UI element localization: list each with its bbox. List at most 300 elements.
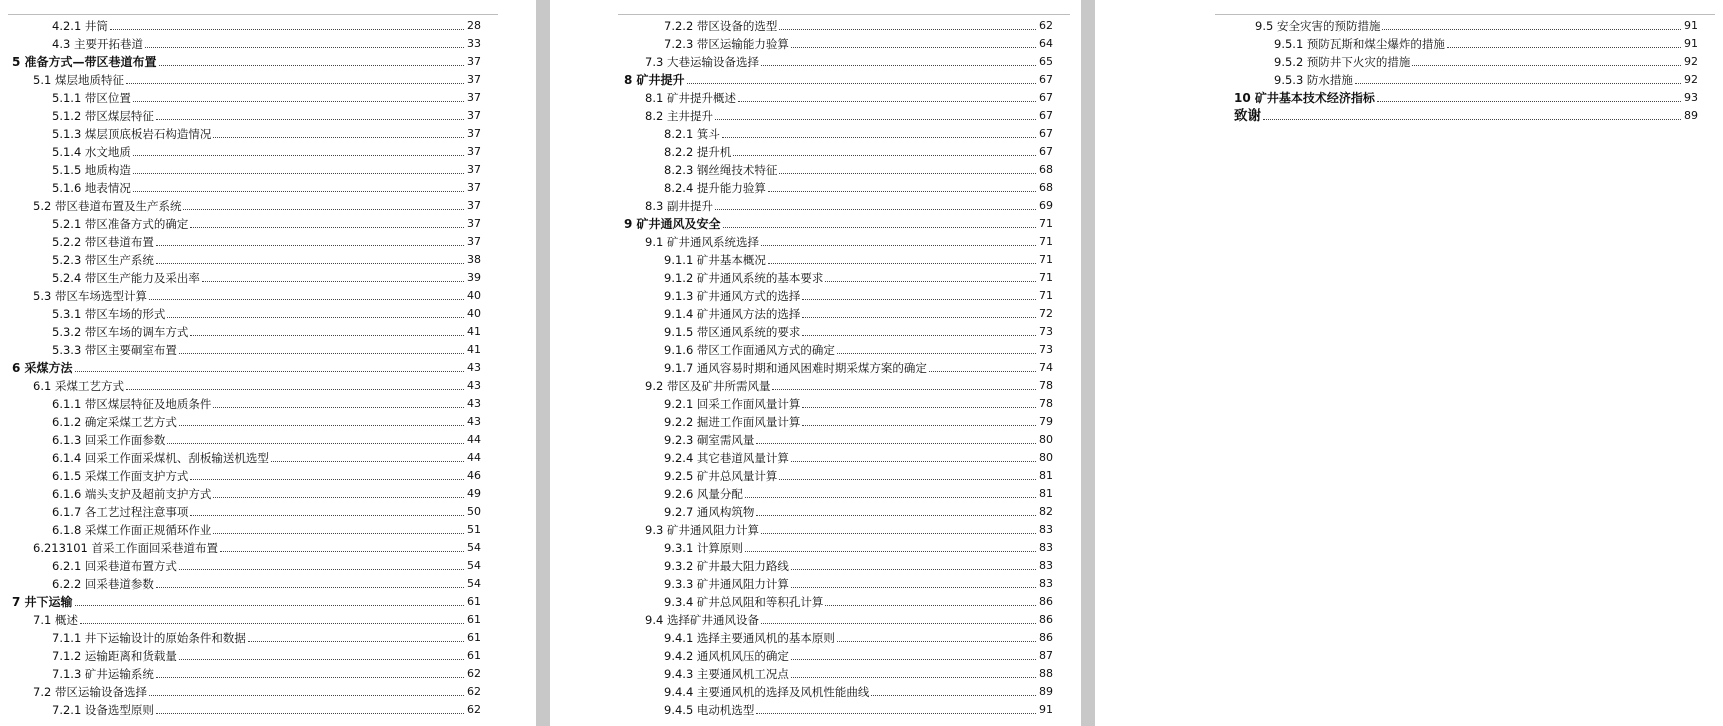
toc-dot-leader — [715, 119, 1036, 120]
toc-entry[interactable] — [12, 501, 481, 519]
toc-entry[interactable] — [624, 303, 1053, 321]
toc-entry-title: 5.1.2 带区煤层特征 — [52, 109, 154, 123]
toc-entry-title: 9.2.4 其它巷道风量计算 — [664, 451, 789, 465]
toc-entry-title: 5.3.3 带区主要硐室布置 — [52, 343, 177, 357]
toc-entry-title: 9.1.1 矿井基本概况 — [664, 253, 766, 267]
toc-entry-title: 9.5.1 预防瓦斯和煤尘爆炸的措施 — [1274, 37, 1445, 51]
toc-entry[interactable] — [1234, 51, 1698, 69]
toc-dot-leader — [183, 209, 464, 210]
toc-dot-leader — [213, 533, 464, 534]
toc-dot-leader — [756, 443, 1036, 444]
toc-page-number: 91 — [1684, 37, 1698, 50]
toc-entry[interactable] — [12, 321, 481, 339]
toc-entry[interactable] — [624, 51, 1053, 69]
toc-entry[interactable] — [12, 51, 481, 69]
toc-entry-title: 7.3 大巷运输设备选择 — [645, 55, 759, 69]
toc-entry-title: 9.4.4 主要通风机的选择及风机性能曲线 — [664, 685, 870, 699]
toc-entry[interactable] — [624, 681, 1053, 699]
toc-entry[interactable] — [624, 267, 1053, 285]
toc-entry-title: 5.1.4 水文地质 — [52, 145, 131, 159]
toc-page-number: 43 — [467, 361, 481, 374]
toc-page-number: 83 — [1039, 523, 1053, 536]
toc-dot-leader — [802, 425, 1036, 426]
toc-entry[interactable] — [1234, 105, 1698, 123]
toc-entry[interactable] — [12, 357, 481, 375]
toc-entry-title: 5.1.3 煤层顶底板岩石构造情况 — [52, 127, 212, 141]
toc-page-number: 91 — [1039, 703, 1053, 716]
toc-entry-title: 6.1.1 带区煤层特征及地质条件 — [52, 397, 212, 411]
toc-dot-leader — [179, 353, 464, 354]
toc-page-number: 61 — [467, 613, 481, 626]
toc-entry[interactable] — [12, 537, 481, 555]
toc-page-number: 50 — [467, 505, 481, 518]
toc-dot-leader — [802, 299, 1036, 300]
toc-page-number: 61 — [467, 595, 481, 608]
toc-entry[interactable] — [624, 699, 1053, 717]
toc-dot-leader — [167, 443, 464, 444]
toc-entry-title: 9.4.5 电动机选型 — [664, 703, 755, 717]
toc-entry[interactable] — [624, 519, 1053, 537]
toc-entry[interactable] — [12, 15, 481, 33]
toc-entry-title: 9.1 矿井通风系统选择 — [645, 235, 759, 249]
toc-entry[interactable] — [624, 69, 1053, 87]
toc-entry-title: 5.2 带区巷道布置及生产系统 — [33, 199, 182, 213]
toc-page-number: 92 — [1684, 73, 1698, 86]
toc-dot-leader — [791, 659, 1036, 660]
toc-dot-leader — [190, 227, 464, 228]
toc-page-number: 43 — [467, 379, 481, 392]
toc-page-number: 78 — [1039, 379, 1053, 392]
toc-entry-title: 9.1.5 带区通风系统的要求 — [664, 325, 801, 339]
toc-page-number: 80 — [1039, 451, 1053, 464]
toc-page-number: 37 — [467, 145, 481, 158]
toc-entry[interactable] — [12, 627, 481, 645]
toc-page-number: 41 — [467, 343, 481, 356]
toc-page-number: 37 — [467, 127, 481, 140]
toc-entry-title: 7 井下运输 — [12, 595, 73, 609]
toc-entry[interactable] — [624, 663, 1053, 681]
page-gap — [536, 0, 550, 726]
toc-entry[interactable] — [624, 501, 1053, 519]
toc-entry[interactable] — [624, 357, 1053, 375]
toc-dot-leader — [213, 407, 464, 408]
toc-entry-title: 6.1.5 采煤工作面支护方式 — [52, 469, 189, 483]
toc-entry-title: 9.4.1 选择主要通风机的基本原则 — [664, 631, 835, 645]
toc-dot-leader — [1447, 47, 1681, 48]
toc-entry[interactable] — [12, 123, 481, 141]
toc-entry[interactable] — [12, 375, 481, 393]
toc-entry-title: 9.2.6 风量分配 — [664, 487, 743, 501]
toc-dot-leader — [190, 515, 464, 516]
toc-page-number: 40 — [467, 307, 481, 320]
toc-entry[interactable] — [12, 519, 481, 537]
toc-page-number: 83 — [1039, 559, 1053, 572]
toc-entry[interactable] — [1234, 69, 1698, 87]
toc-entry[interactable] — [12, 159, 481, 177]
toc-entry[interactable] — [624, 87, 1053, 105]
toc-entry[interactable] — [12, 483, 481, 501]
toc-page-number: 46 — [467, 469, 481, 482]
toc-dot-leader — [156, 677, 464, 678]
toc-dot-leader — [761, 245, 1036, 246]
toc-entry-title: 5.1 煤层地质特征 — [33, 73, 124, 87]
toc-page-number: 78 — [1039, 397, 1053, 410]
toc-page-number: 49 — [467, 487, 481, 500]
toc-page-number: 71 — [1039, 253, 1053, 266]
toc-entry[interactable] — [12, 411, 481, 429]
page-gap — [1081, 0, 1095, 726]
toc-entry[interactable] — [12, 249, 481, 267]
toc-entry[interactable] — [12, 231, 481, 249]
toc-entry[interactable] — [12, 285, 481, 303]
toc-entry-title: 10 矿井基本技术经济指标 — [1234, 91, 1375, 105]
toc-dot-leader — [756, 713, 1036, 714]
toc-dot-leader — [75, 605, 464, 606]
toc-page-number: 71 — [1039, 235, 1053, 248]
toc-dot-leader — [133, 155, 464, 156]
toc-entry[interactable] — [624, 123, 1053, 141]
toc-page-number: 83 — [1039, 577, 1053, 590]
toc-page-number: 61 — [467, 631, 481, 644]
toc-dot-leader — [802, 335, 1036, 336]
toc-page-number: 92 — [1684, 55, 1698, 68]
document-page-3 — [1095, 0, 1723, 726]
toc-page-number: 37 — [467, 163, 481, 176]
toc-entry-title: 8.3 副井提升 — [645, 199, 713, 213]
toc-entry-title: 4.3 主要开拓巷道 — [52, 37, 143, 51]
toc-entry[interactable] — [12, 69, 481, 87]
toc-page-number: 37 — [467, 91, 481, 104]
toc-entry-title: 5.1.6 地表情况 — [52, 181, 131, 195]
toc-dot-leader — [126, 389, 464, 390]
toc-entry[interactable] — [12, 573, 481, 591]
toc-entry[interactable] — [12, 555, 481, 573]
toc-dot-leader — [213, 497, 464, 498]
toc-entry[interactable] — [12, 447, 481, 465]
toc-page-number: 62 — [467, 685, 481, 698]
table-of-contents — [624, 15, 1053, 717]
toc-dot-leader — [761, 623, 1036, 624]
toc-entry-title: 4.2.1 井筒 — [52, 19, 108, 33]
toc-dot-leader — [722, 137, 1036, 138]
toc-page-number: 67 — [1039, 127, 1053, 140]
toc-entry-title: 9.1.4 矿井通风方法的选择 — [664, 307, 801, 321]
toc-page-number: 89 — [1039, 685, 1053, 698]
toc-dot-leader — [1355, 83, 1681, 84]
toc-page-number: 87 — [1039, 649, 1053, 662]
toc-page-number: 81 — [1039, 469, 1053, 482]
toc-dot-leader — [791, 569, 1036, 570]
toc-entry-title: 9.2.3 硐室需风量 — [664, 433, 755, 447]
toc-entry-title: 7.2.1 设备选型原则 — [52, 703, 154, 717]
toc-entry-title: 7.1 概述 — [33, 613, 78, 627]
toc-entry[interactable] — [12, 33, 481, 51]
toc-entry[interactable] — [624, 573, 1053, 591]
toc-page-number: 69 — [1039, 199, 1053, 212]
toc-dot-leader — [779, 479, 1036, 480]
toc-dot-leader — [723, 227, 1036, 228]
toc-page-number: 37 — [467, 109, 481, 122]
toc-entry[interactable] — [12, 393, 481, 411]
toc-entry-title: 9.3.3 矿井通风阻力计算 — [664, 577, 789, 591]
toc-page-number: 37 — [467, 55, 481, 68]
toc-dot-leader — [715, 209, 1036, 210]
toc-entry[interactable] — [624, 285, 1053, 303]
toc-page-number: 28 — [467, 19, 481, 32]
toc-dot-leader — [687, 83, 1036, 84]
toc-entry-title: 8.2.2 提升机 — [664, 145, 732, 159]
toc-page-number: 62 — [1039, 19, 1053, 32]
toc-page-number: 37 — [467, 199, 481, 212]
toc-page-number: 93 — [1684, 91, 1698, 104]
toc-dot-leader — [1377, 101, 1681, 102]
toc-dot-leader — [149, 299, 464, 300]
toc-entry[interactable] — [624, 339, 1053, 357]
toc-dot-leader — [745, 497, 1036, 498]
toc-dot-leader — [156, 119, 464, 120]
toc-page-number: 37 — [467, 181, 481, 194]
toc-entry[interactable] — [624, 231, 1053, 249]
toc-entry[interactable] — [624, 375, 1053, 393]
toc-page-number: 67 — [1039, 91, 1053, 104]
toc-entry[interactable] — [624, 195, 1053, 213]
toc-entry[interactable] — [624, 105, 1053, 123]
toc-entry-title: 8.2.4 提升能力验算 — [664, 181, 766, 195]
toc-entry[interactable] — [624, 591, 1053, 609]
toc-entry-title: 6.1.4 回采工作面采煤机、刮板输送机选型 — [52, 451, 269, 465]
toc-entry[interactable] — [624, 429, 1053, 447]
toc-page-number: 54 — [467, 541, 481, 554]
toc-dot-leader — [75, 371, 464, 372]
toc-dot-leader — [802, 317, 1036, 318]
toc-entry-title: 9.5.2 预防井下火灾的措施 — [1274, 55, 1411, 69]
toc-page-number: 79 — [1039, 415, 1053, 428]
toc-dot-leader — [825, 281, 1036, 282]
toc-entry-title: 5.1.1 带区位置 — [52, 91, 131, 105]
toc-entry[interactable] — [624, 537, 1053, 555]
toc-entry-title: 9.2.1 回采工作面风量计算 — [664, 397, 801, 411]
toc-page-number: 38 — [467, 253, 481, 266]
toc-dot-leader — [220, 551, 464, 552]
toc-entry-title: 9.4.2 通风机风压的确定 — [664, 649, 789, 663]
toc-entry[interactable] — [624, 15, 1053, 33]
toc-page-number: 65 — [1039, 55, 1053, 68]
toc-page-number: 67 — [1039, 109, 1053, 122]
toc-entry-title: 9.3 矿井通风阻力计算 — [645, 523, 759, 537]
toc-entry[interactable] — [12, 177, 481, 195]
toc-page-number: 68 — [1039, 163, 1053, 176]
toc-entry[interactable] — [624, 645, 1053, 663]
toc-dot-leader — [745, 551, 1036, 552]
toc-dot-leader — [779, 29, 1036, 30]
toc-entry-title: 6.1.8 采煤工作面正规循环作业 — [52, 523, 212, 537]
toc-page-number: 71 — [1039, 217, 1053, 230]
toc-entry-title: 9.1.7 通风容易时期和通风困难时期采煤方案的确定 — [664, 361, 927, 375]
toc-dot-leader — [271, 461, 464, 462]
toc-dot-leader — [202, 281, 464, 282]
toc-page-number: 44 — [467, 451, 481, 464]
toc-entry[interactable] — [1234, 33, 1698, 51]
document-page-2 — [550, 0, 1081, 726]
toc-entry-title: 9.1.3 矿井通风方式的选择 — [664, 289, 801, 303]
toc-entry-title: 9.3.2 矿井最大阻力路线 — [664, 559, 789, 573]
toc-page-number: 67 — [1039, 145, 1053, 158]
toc-page-number: 74 — [1039, 361, 1053, 374]
toc-entry-title: 9.3.1 计算原则 — [664, 541, 743, 555]
toc-entry[interactable] — [624, 411, 1053, 429]
toc-page-number: 86 — [1039, 595, 1053, 608]
toc-entry-title: 8.2.3 钢丝绳技术特征 — [664, 163, 778, 177]
toc-page-number: 83 — [1039, 541, 1053, 554]
toc-page-number: 73 — [1039, 325, 1053, 338]
toc-entry[interactable] — [624, 465, 1053, 483]
toc-dot-leader — [156, 245, 464, 246]
toc-dot-leader — [791, 677, 1036, 678]
toc-page-number: 73 — [1039, 343, 1053, 356]
toc-entry-title: 9.5.3 防水措施 — [1274, 73, 1353, 87]
toc-dot-leader — [871, 695, 1036, 696]
toc-dot-leader — [772, 389, 1036, 390]
toc-dot-leader — [733, 155, 1036, 156]
toc-page-number: 62 — [467, 703, 481, 716]
toc-dot-leader — [761, 533, 1036, 534]
toc-entry-title: 6.1.3 回采工作面参数 — [52, 433, 166, 447]
toc-dot-leader — [179, 425, 464, 426]
toc-dot-leader — [1263, 119, 1681, 120]
toc-dot-leader — [110, 29, 464, 30]
toc-entry[interactable] — [12, 213, 481, 231]
toc-page-number: 89 — [1684, 109, 1698, 122]
toc-entry-title: 6.2.1 回采巷道布置方式 — [52, 559, 177, 573]
toc-entry[interactable] — [624, 159, 1053, 177]
toc-entry-title: 5.2.4 带区生产能力及采出率 — [52, 271, 200, 285]
toc-entry-title: 6.2.2 回采巷道参数 — [52, 577, 154, 591]
toc-dot-leader — [756, 515, 1036, 516]
toc-entry-title: 8.1 矿井提升概述 — [645, 91, 736, 105]
toc-entry-title: 6.1.2 确定采煤工艺方式 — [52, 415, 177, 429]
toc-dot-leader — [1382, 29, 1681, 30]
toc-entry-title: 7.2.3 带区运输能力验算 — [664, 37, 789, 51]
toc-entry[interactable] — [624, 249, 1053, 267]
toc-entry-title: 致谢 — [1234, 108, 1261, 124]
toc-entry[interactable] — [624, 447, 1053, 465]
toc-entry-title: 7.1.3 矿井运输系统 — [52, 667, 154, 681]
toc-dot-leader — [791, 587, 1036, 588]
toc-entry[interactable] — [12, 267, 481, 285]
toc-dot-leader — [802, 407, 1036, 408]
toc-entry[interactable] — [12, 339, 481, 357]
toc-entry[interactable] — [1234, 87, 1698, 105]
toc-entry-title: 9.4 选择矿井通风设备 — [645, 613, 759, 627]
toc-dot-leader — [126, 83, 464, 84]
toc-entry[interactable] — [624, 609, 1053, 627]
toc-dot-leader — [837, 641, 1036, 642]
toc-page-number: 37 — [467, 217, 481, 230]
toc-entry-title: 8.2.1 箕斗 — [664, 127, 720, 141]
toc-entry[interactable] — [12, 465, 481, 483]
toc-dot-leader — [133, 191, 464, 192]
toc-page-number: 80 — [1039, 433, 1053, 446]
table-of-contents — [1234, 15, 1698, 123]
toc-dot-leader — [179, 569, 464, 570]
toc-dot-leader — [156, 587, 464, 588]
toc-page-number: 72 — [1039, 307, 1053, 320]
toc-dot-leader — [768, 191, 1036, 192]
toc-dot-leader — [929, 371, 1036, 372]
toc-entry[interactable] — [624, 393, 1053, 411]
toc-dot-leader — [149, 695, 464, 696]
toc-entry[interactable] — [624, 555, 1053, 573]
toc-entry[interactable] — [12, 663, 481, 681]
toc-entry[interactable] — [12, 681, 481, 699]
toc-page-number: 41 — [467, 325, 481, 338]
toc-dot-leader — [156, 713, 464, 714]
toc-entry[interactable] — [12, 645, 481, 663]
toc-entry-title: 6 采煤方法 — [12, 361, 73, 375]
toc-entry[interactable] — [624, 141, 1053, 159]
toc-dot-leader — [179, 659, 464, 660]
toc-entry[interactable] — [12, 591, 481, 609]
toc-entry[interactable] — [12, 105, 481, 123]
toc-page-number: 51 — [467, 523, 481, 536]
toc-dot-leader — [837, 353, 1036, 354]
toc-entry[interactable] — [624, 213, 1053, 231]
toc-entry[interactable] — [12, 87, 481, 105]
toc-entry-title: 9.2 带区及矿井所需风量 — [645, 379, 771, 393]
toc-dot-leader — [190, 335, 464, 336]
toc-dot-leader — [248, 641, 464, 642]
toc-entry-title: 6.1 采煤工艺方式 — [33, 379, 124, 393]
toc-entry[interactable] — [624, 627, 1053, 645]
toc-page-number: 37 — [467, 73, 481, 86]
toc-page-number: 33 — [467, 37, 481, 50]
toc-entry-title: 5.1.5 地质构造 — [52, 163, 131, 177]
toc-page-number: 44 — [467, 433, 481, 446]
toc-page-number: 54 — [467, 577, 481, 590]
toc-entry-title: 9.2.7 通风构筑物 — [664, 505, 755, 519]
toc-dot-leader — [133, 173, 464, 174]
toc-entry[interactable] — [12, 195, 481, 213]
toc-dot-leader — [159, 65, 464, 66]
toc-page-number: 68 — [1039, 181, 1053, 194]
toc-entry[interactable] — [624, 33, 1053, 51]
toc-entry-title: 6.1.7 各工艺过程注意事项 — [52, 505, 189, 519]
toc-entry-title: 8.2 主井提升 — [645, 109, 713, 123]
toc-entry-title: 7.1.2 运输距离和货载量 — [52, 649, 177, 663]
toc-entry-title: 5 准备方式—带区巷道布置 — [12, 55, 157, 69]
toc-entry[interactable] — [1234, 15, 1698, 33]
toc-entry-title: 9.1.6 带区工作面通风方式的确定 — [664, 343, 835, 357]
toc-entry-title: 7.2 带区运输设备选择 — [33, 685, 147, 699]
table-of-contents — [12, 15, 481, 717]
toc-entry-title: 9.2.2 掘进工作面风量计算 — [664, 415, 801, 429]
toc-entry-title: 9.1.2 矿井通风系统的基本要求 — [664, 271, 824, 285]
toc-entry-title: 7.2.2 带区设备的选型 — [664, 19, 778, 33]
toc-entry[interactable] — [12, 303, 481, 321]
toc-entry[interactable] — [624, 177, 1053, 195]
toc-entry[interactable] — [12, 429, 481, 447]
toc-entry[interactable] — [12, 141, 481, 159]
toc-entry[interactable] — [624, 483, 1053, 501]
toc-entry[interactable] — [12, 609, 481, 627]
toc-dot-leader — [156, 263, 464, 264]
toc-page-number: 40 — [467, 289, 481, 302]
toc-entry[interactable] — [624, 321, 1053, 339]
toc-dot-leader — [1412, 65, 1681, 66]
toc-entry[interactable] — [12, 699, 481, 717]
toc-page-number: 37 — [467, 235, 481, 248]
toc-dot-leader — [825, 605, 1036, 606]
